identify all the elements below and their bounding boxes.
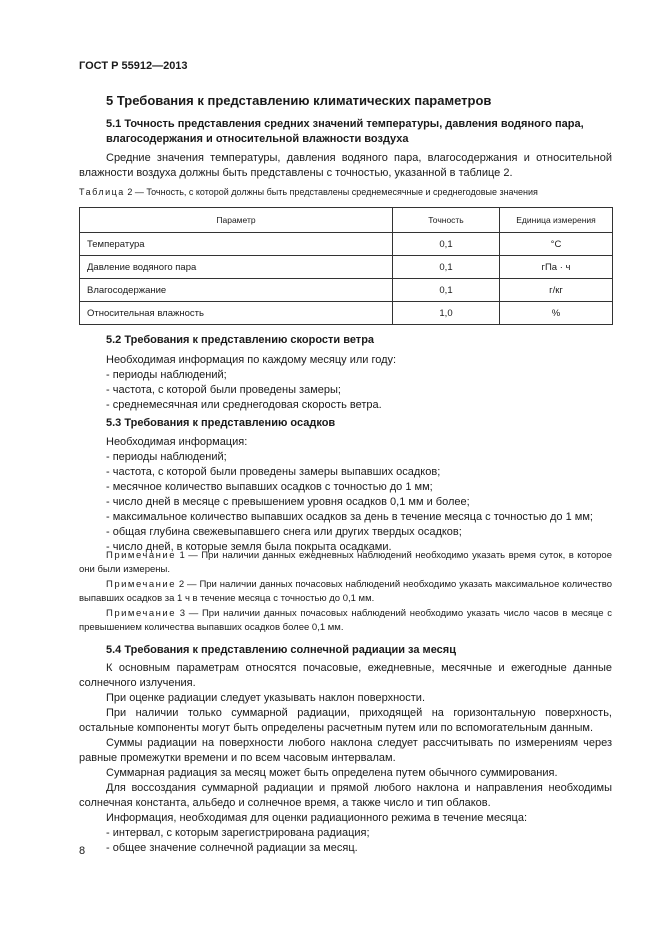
list-item: - максимальное количество выпавших осадков за день в течение месяца с точностью до 1 мм; xyxy=(106,511,593,523)
table-row xyxy=(80,233,613,256)
section-5-2-intro: Необходимая информация по каждому месяцу или году: xyxy=(106,354,397,366)
note-text: 1 — При наличии данных ежедневных наблюдений необходимо указать время суток, в которое они были измерены. xyxy=(79,550,612,575)
table-caption xyxy=(79,187,538,197)
table-cell: Давление водяного пара xyxy=(80,256,393,279)
section-5-3-intro: Необходимая информация: xyxy=(106,436,248,448)
note-2 xyxy=(79,578,612,606)
table-cell: Относительная влажность xyxy=(80,302,393,325)
list-item: - частота, с которой были проведены замеры; xyxy=(106,384,341,396)
section-5-4-paragraph: Суммарная радиация за месяц может быть определена путем обычного суммирования. xyxy=(106,767,558,779)
section-5-1-title: 5.1 Точность представления средних значений температуры, давления водяного пара, влагосодержания и относительной влажности воздуха xyxy=(106,118,584,145)
section-5-4-paragraph: Суммы радиации на поверхности любого наклона следует рассчитывать по измерениям через равные промежутки времени и по всем часовым интервалам. xyxy=(79,737,612,764)
table-cell: Влагосодержание xyxy=(80,279,393,302)
note-text: 3 — При наличии данных почасовых наблюдений необходимо указать число часов в месяце с превышением количества выпавших осадков более 0,1 мм. xyxy=(79,608,612,633)
table-row xyxy=(80,279,613,302)
table-caption-text: 2 — Точность, с которой должны быть представлены среднемесячные и среднегодовые значения xyxy=(127,187,538,197)
table-caption-label: Таблица xyxy=(79,187,125,197)
section-5-title: 5 Требования к представлению климатических параметров xyxy=(106,93,492,108)
note-label: Примечание xyxy=(106,608,176,619)
section-5-4-body xyxy=(79,661,612,856)
table-cell: г/кг xyxy=(500,279,613,302)
list-item: - число дней в месяце с превышением уровня осадков 0,1 мм и более; xyxy=(106,496,470,508)
list-item: - периоды наблюдений; xyxy=(106,369,227,381)
precision-table xyxy=(79,207,613,325)
note-label: Примечание xyxy=(106,579,176,590)
table-header-cell: Единица измерения xyxy=(500,208,613,233)
list-item: - периоды наблюдений; xyxy=(106,451,227,463)
note-text: 2 — При наличии данных почасовых наблюдений необходимо указать максимальное количество выпавших осадков за 1 ч в течение месяца с точностью до 0,1 мм. xyxy=(79,579,613,604)
section-5-3-title: 5.3 Требования к представлению осадков xyxy=(106,417,336,429)
section-5-3-body xyxy=(106,435,612,555)
section-5-4-paragraph: Для воссоздания суммарной радиации и прямой любого наклона и направления необходимы солнечная константа, альбедо и солнечное время, а также число и тип облаков. xyxy=(79,782,612,809)
table-header-cell: Точность xyxy=(393,208,500,233)
table-cell: Температура xyxy=(80,233,393,256)
section-5-2-title: 5.2 Требования к представлению скорости ветра xyxy=(106,334,375,346)
section-5-1-text: Средние значения температуры, давления водяного пара, влагосодержания и относительной влажности воздуха должны быть представлены с точностью, указанной в таблице 2. xyxy=(79,152,612,179)
section-5-3-list xyxy=(106,450,612,555)
section-5-4-title: 5.4 Требования к представлению солнечной радиации за месяц xyxy=(106,644,456,656)
table-header-row xyxy=(80,208,613,233)
section-5-4-paragraph: К основным параметрам относятся почасовые, ежедневные, месячные и ежегодные данные солнечного излучения. xyxy=(79,662,612,689)
section-5-4-paragraph: При наличии только суммарной радиации, приходящей на горизонтальную поверхность, остальные компоненты могут быть определены расчетным путем или по вспомогательным данным. xyxy=(79,707,612,734)
note-label: Примечание xyxy=(106,550,176,561)
table-header-cell: Параметр xyxy=(80,208,393,233)
page-number: 8 xyxy=(79,845,86,857)
table-cell: 1,0 xyxy=(393,302,500,325)
section-5-4-list xyxy=(79,826,612,856)
list-item: - общее значение солнечной радиации за месяц. xyxy=(106,842,358,854)
section-5-4-paragraph: Информация, необходимая для оценки радиационного режима в течение месяца: xyxy=(106,812,528,824)
document-header: ГОСТ Р 55912—2013 xyxy=(79,60,188,72)
section-5-4-paragraph: При оценке радиации следует указывать наклон поверхности. xyxy=(106,692,425,704)
table-cell: 0,1 xyxy=(393,279,500,302)
note-1 xyxy=(79,549,612,577)
table-cell: % xyxy=(500,302,613,325)
table-cell: гПа · ч xyxy=(500,256,613,279)
list-item: - число дней, в которые земля была покрыта осадками. xyxy=(106,541,392,553)
table-row xyxy=(80,302,613,325)
table-cell: 0,1 xyxy=(393,233,500,256)
section-5-2-body xyxy=(106,353,612,413)
section-5-2-list xyxy=(106,368,612,413)
list-item: - общая глубина свежевыпавшего снега или других твердых осадков; xyxy=(106,526,462,538)
table-cell: °C xyxy=(500,233,613,256)
list-item: - интервал, с которым зарегистрирована радиация; xyxy=(106,827,370,839)
list-item: - месячное количество выпавших осадков с точностью до 1 мм; xyxy=(106,481,433,493)
list-item: - частота, с которой были проведены замеры выпавших осадков; xyxy=(106,466,441,478)
table-row xyxy=(80,256,613,279)
table-cell: 0,1 xyxy=(393,256,500,279)
note-3 xyxy=(79,607,612,635)
list-item: - среднемесячная или среднегодовая скорость ветра. xyxy=(106,399,382,411)
